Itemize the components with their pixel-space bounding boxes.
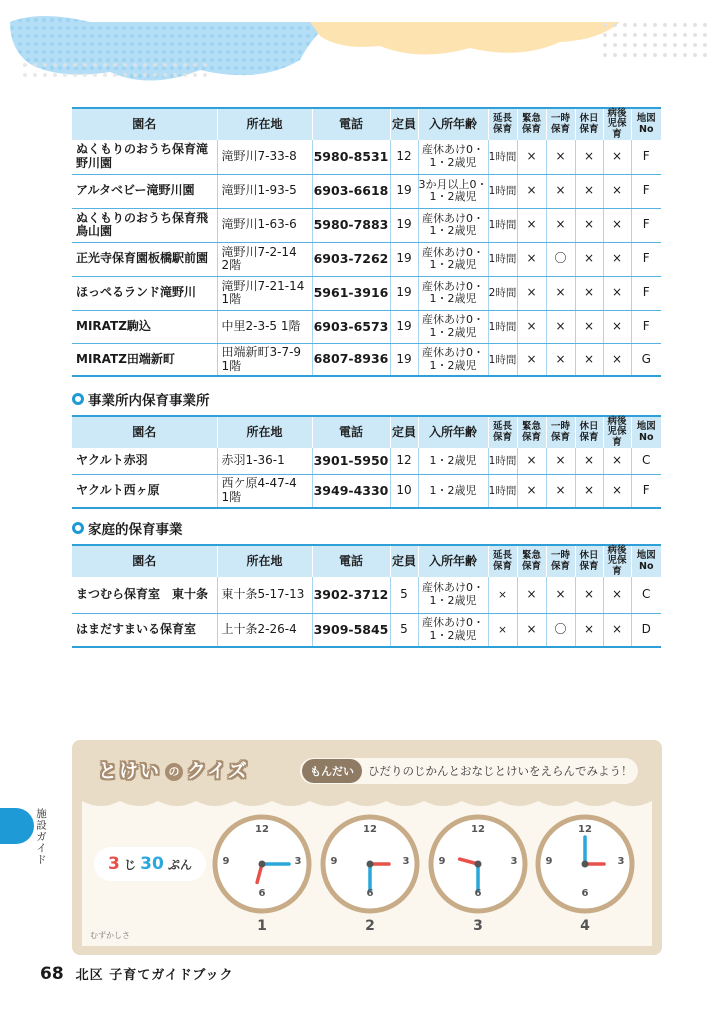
nursery-table-1 bbox=[72, 107, 661, 377]
table-header-row bbox=[72, 108, 661, 140]
cell-extended-care: 1時間 bbox=[488, 140, 517, 174]
table-row bbox=[72, 208, 661, 242]
cell-capacity: 12 bbox=[390, 448, 418, 474]
mondai-badge: もんだい bbox=[302, 759, 362, 783]
ring-bullet-icon bbox=[72, 522, 84, 534]
cell-capacity: 19 bbox=[390, 174, 418, 208]
table-row bbox=[72, 577, 661, 613]
cell-facility-name: ほっぺるランド滝野川 bbox=[72, 276, 217, 310]
target-hour: 3 bbox=[107, 854, 120, 874]
cell-map-no: F bbox=[631, 310, 661, 343]
clock-center-pin bbox=[582, 861, 589, 868]
header-name: 園名 bbox=[72, 545, 217, 577]
header-emergency: 緊急保育 bbox=[517, 545, 546, 577]
page-footer bbox=[40, 964, 234, 984]
clock-numeral-6: 6 bbox=[581, 888, 589, 899]
clock-option-2[interactable] bbox=[320, 814, 420, 944]
header-capacity: 定員 bbox=[390, 545, 418, 577]
cell-holiday-care: × bbox=[575, 174, 603, 208]
cell-extended-care: × bbox=[488, 577, 517, 613]
table-row bbox=[72, 343, 661, 376]
cell-extended-care: 1時間 bbox=[488, 448, 517, 474]
header-sick-care: 病後児保育 bbox=[603, 416, 631, 448]
header-holiday: 休日保育 bbox=[575, 108, 603, 140]
clock-numeral-3: 3 bbox=[402, 856, 410, 867]
cell-temporary-care: × bbox=[546, 343, 575, 376]
page-number: 68 bbox=[40, 964, 64, 984]
cell-map-no: F bbox=[631, 208, 661, 242]
cell-temporary-care: × bbox=[546, 174, 575, 208]
header-phone: 電話 bbox=[312, 545, 390, 577]
cell-age-range: 産休あけ0・1・2歳児 bbox=[418, 140, 488, 174]
target-ji: じ bbox=[123, 858, 136, 872]
clock-numeral-3: 3 bbox=[617, 856, 625, 867]
cell-facility-name: ぬくもりのおうち保育滝野川園 bbox=[72, 140, 217, 174]
cell-temporary-care: × bbox=[546, 448, 575, 474]
cell-capacity: 19 bbox=[390, 276, 418, 310]
cell-emergency-care: × bbox=[517, 242, 546, 276]
cell-extended-care: 1時間 bbox=[488, 174, 517, 208]
cell-capacity: 5 bbox=[390, 613, 418, 647]
section-title-home-based bbox=[72, 518, 183, 538]
clock-numeral-12: 12 bbox=[255, 824, 269, 835]
header-capacity: 定員 bbox=[390, 416, 418, 448]
section-title-workplace bbox=[72, 389, 210, 409]
header-phone: 電話 bbox=[312, 108, 390, 140]
cell-map-no: F bbox=[631, 174, 661, 208]
cell-emergency-care: × bbox=[517, 448, 546, 474]
cell-map-no: F bbox=[631, 140, 661, 174]
cell-emergency-care: × bbox=[517, 276, 546, 310]
cell-sick-child-care: × bbox=[603, 140, 631, 174]
cell-sick-child-care: × bbox=[603, 276, 631, 310]
table-row bbox=[72, 310, 661, 343]
side-tab bbox=[0, 808, 47, 898]
table-header-row bbox=[72, 416, 661, 448]
side-tab-label: 施設ガイド bbox=[35, 808, 47, 866]
header-emergency: 緊急保育 bbox=[517, 416, 546, 448]
cell-holiday-care: × bbox=[575, 343, 603, 376]
cell-address: 上十条2-26-4 bbox=[217, 613, 312, 647]
cell-emergency-care: × bbox=[517, 613, 546, 647]
cell-phone: 6903-6573 bbox=[312, 310, 390, 343]
cell-age-range: 産休あけ0・1・2歳児 bbox=[418, 208, 488, 242]
cell-holiday-care: × bbox=[575, 208, 603, 242]
cell-sick-child-care: × bbox=[603, 208, 631, 242]
table-row bbox=[72, 613, 661, 647]
target-time-badge bbox=[94, 847, 206, 881]
scalloped-edge bbox=[82, 797, 652, 809]
header-holiday: 休日保育 bbox=[575, 545, 603, 577]
header-address: 所在地 bbox=[217, 108, 312, 140]
cell-facility-name: MIRATZ田端新町 bbox=[72, 343, 217, 376]
clock-numeral-9: 9 bbox=[222, 856, 230, 867]
cell-capacity: 12 bbox=[390, 140, 418, 174]
cell-address: 中里2-3-5 1階 bbox=[217, 310, 312, 343]
table-row bbox=[72, 448, 661, 474]
clock-numeral-12: 12 bbox=[578, 824, 592, 835]
cell-facility-name: ぬくもりのおうち保育飛鳥山園 bbox=[72, 208, 217, 242]
cell-phone: 6807-8936 bbox=[312, 343, 390, 376]
cell-capacity: 19 bbox=[390, 208, 418, 242]
quiz-question-text: ひだりのじかんとおなじとけいをえらんでみよう！ bbox=[368, 764, 633, 778]
clock-option-1[interactable] bbox=[212, 814, 312, 944]
clock-option-4[interactable] bbox=[535, 814, 635, 944]
cell-address: 西ケ原4-47-4 1階 bbox=[217, 474, 312, 508]
cell-phone: 5961-3916 bbox=[312, 276, 390, 310]
side-tab-marker bbox=[0, 808, 34, 844]
header-holiday: 休日保育 bbox=[575, 416, 603, 448]
cell-temporary-care: 〇 bbox=[546, 242, 575, 276]
cell-capacity: 19 bbox=[390, 242, 418, 276]
header-age: 入所年齢 bbox=[418, 416, 488, 448]
cell-age-range: 産休あけ0・1・2歳児 bbox=[418, 577, 488, 613]
table-row bbox=[72, 140, 661, 174]
cell-facility-name: アルタベビー滝野川園 bbox=[72, 174, 217, 208]
quiz-title-part-a: とけい bbox=[98, 760, 162, 782]
cell-phone: 3949-4330 bbox=[312, 474, 390, 508]
cell-facility-name: 正光寺保育園板橋駅前園 bbox=[72, 242, 217, 276]
cell-emergency-care: × bbox=[517, 343, 546, 376]
header-map-no: 地図No bbox=[631, 108, 661, 140]
header-temporary: 一時保育 bbox=[546, 416, 575, 448]
cell-extended-care: 1時間 bbox=[488, 208, 517, 242]
clock-center-pin bbox=[475, 861, 482, 868]
clock-option-label: 1 bbox=[257, 918, 267, 934]
quiz-title-part-b: クイズ bbox=[187, 760, 249, 782]
cell-age-range: 産休あけ0・1・2歳児 bbox=[418, 343, 488, 376]
book-title: 北区 子育てガイドブック bbox=[75, 968, 234, 983]
cell-age-range: 1・2歳児 bbox=[418, 448, 488, 474]
cell-address: 滝野川1-63-6 bbox=[217, 208, 312, 242]
quiz-title-no: の bbox=[165, 763, 183, 781]
cell-sick-child-care: × bbox=[603, 613, 631, 647]
cell-temporary-care: × bbox=[546, 577, 575, 613]
header-name: 園名 bbox=[72, 416, 217, 448]
cell-age-range: 1・2歳児 bbox=[418, 474, 488, 508]
cell-holiday-care: × bbox=[575, 474, 603, 508]
clock-center-pin bbox=[259, 861, 266, 868]
clock-numeral-3: 3 bbox=[510, 856, 518, 867]
cell-temporary-care: × bbox=[546, 208, 575, 242]
nursery-table-2 bbox=[72, 415, 661, 509]
cell-address: 東十条5-17-13 bbox=[217, 577, 312, 613]
quiz-title bbox=[98, 756, 249, 783]
header-temporary: 一時保育 bbox=[546, 545, 575, 577]
cell-holiday-care: × bbox=[575, 577, 603, 613]
header-map-no: 地図No bbox=[631, 416, 661, 448]
clock-numeral-12: 12 bbox=[363, 824, 377, 835]
cell-capacity: 10 bbox=[390, 474, 418, 508]
cell-address: 滝野川7-33-8 bbox=[217, 140, 312, 174]
cell-phone: 3902-3712 bbox=[312, 577, 390, 613]
cell-phone: 5980-8531 bbox=[312, 140, 390, 174]
cell-emergency-care: × bbox=[517, 474, 546, 508]
table-row bbox=[72, 276, 661, 310]
clock-numeral-9: 9 bbox=[330, 856, 338, 867]
header-phone: 電話 bbox=[312, 416, 390, 448]
cell-temporary-care: × bbox=[546, 310, 575, 343]
header-age: 入所年齢 bbox=[418, 108, 488, 140]
clock-quiz-panel bbox=[72, 740, 662, 955]
cell-address: 滝野川7-2-14 2階 bbox=[217, 242, 312, 276]
cell-emergency-care: × bbox=[517, 310, 546, 343]
cell-sick-child-care: × bbox=[603, 577, 631, 613]
clock-center-pin bbox=[367, 861, 374, 868]
table-row bbox=[72, 474, 661, 508]
cell-capacity: 19 bbox=[390, 310, 418, 343]
header-temporary: 一時保育 bbox=[546, 108, 575, 140]
cell-facility-name: ヤクルト西ヶ原 bbox=[72, 474, 217, 508]
header-age: 入所年齢 bbox=[418, 545, 488, 577]
cell-address: 赤羽1-36-1 bbox=[217, 448, 312, 474]
cell-age-range: 産休あけ0・1・2歳児 bbox=[418, 310, 488, 343]
cell-phone: 6903-6618 bbox=[312, 174, 390, 208]
cell-extended-care: 2時間 bbox=[488, 276, 517, 310]
cell-extended-care: 1時間 bbox=[488, 310, 517, 343]
cell-facility-name: はまだすまいる保育室 bbox=[72, 613, 217, 647]
decorative-banner bbox=[0, 0, 724, 90]
clock-option-label: 3 bbox=[473, 918, 483, 934]
cell-holiday-care: × bbox=[575, 242, 603, 276]
difficulty-mark: むずかしさ bbox=[90, 931, 130, 940]
cell-sick-child-care: × bbox=[603, 174, 631, 208]
cell-emergency-care: × bbox=[517, 174, 546, 208]
cell-temporary-care: 〇 bbox=[546, 613, 575, 647]
header-name: 園名 bbox=[72, 108, 217, 140]
clock-numeral-3: 3 bbox=[294, 856, 302, 867]
cell-extended-care: 1時間 bbox=[488, 242, 517, 276]
target-fun: ぷん bbox=[168, 858, 193, 872]
cell-temporary-care: × bbox=[546, 140, 575, 174]
table-row bbox=[72, 174, 661, 208]
cell-facility-name: まつむら保育室 東十条 bbox=[72, 577, 217, 613]
cell-extended-care: 1時間 bbox=[488, 474, 517, 508]
cell-address: 田端新町3-7-9 1階 bbox=[217, 343, 312, 376]
section-title-text: 事業所内保育事業所 bbox=[88, 393, 210, 409]
header-sick-care: 病後児保育 bbox=[603, 108, 631, 140]
cell-sick-child-care: × bbox=[603, 343, 631, 376]
cell-facility-name: ヤクルト赤羽 bbox=[72, 448, 217, 474]
nursery-table-3 bbox=[72, 544, 661, 648]
cell-map-no: G bbox=[631, 343, 661, 376]
cell-phone: 3909-5845 bbox=[312, 613, 390, 647]
cell-sick-child-care: × bbox=[603, 474, 631, 508]
cell-age-range: 産休あけ0・1・2歳児 bbox=[418, 613, 488, 647]
clock-numeral-9: 9 bbox=[545, 856, 553, 867]
quiz-question-bar bbox=[300, 758, 638, 784]
cell-map-no: C bbox=[631, 448, 661, 474]
header-extended: 延長保育 bbox=[488, 416, 517, 448]
cell-extended-care: × bbox=[488, 613, 517, 647]
cell-sick-child-care: × bbox=[603, 242, 631, 276]
cell-map-no: F bbox=[631, 242, 661, 276]
cell-sick-child-care: × bbox=[603, 448, 631, 474]
cell-holiday-care: × bbox=[575, 613, 603, 647]
cell-age-range: 3か月以上0・1・2歳児 bbox=[418, 174, 488, 208]
cell-map-no: F bbox=[631, 276, 661, 310]
header-extended: 延長保育 bbox=[488, 545, 517, 577]
header-capacity: 定員 bbox=[390, 108, 418, 140]
cell-age-range: 産休あけ0・1・2歳児 bbox=[418, 276, 488, 310]
cell-address: 滝野川1-93-5 bbox=[217, 174, 312, 208]
clock-numeral-6: 6 bbox=[474, 888, 482, 899]
cell-capacity: 19 bbox=[390, 343, 418, 376]
header-address: 所在地 bbox=[217, 416, 312, 448]
clock-numeral-6: 6 bbox=[258, 888, 266, 899]
cell-emergency-care: × bbox=[517, 577, 546, 613]
cell-phone: 5980-7883 bbox=[312, 208, 390, 242]
header-emergency: 緊急保育 bbox=[517, 108, 546, 140]
cell-sick-child-care: × bbox=[603, 310, 631, 343]
table-row bbox=[72, 242, 661, 276]
cell-capacity: 5 bbox=[390, 577, 418, 613]
cell-holiday-care: × bbox=[575, 448, 603, 474]
cell-emergency-care: × bbox=[517, 208, 546, 242]
cell-age-range: 産休あけ0・1・2歳児 bbox=[418, 242, 488, 276]
clock-numeral-9: 9 bbox=[438, 856, 446, 867]
cell-temporary-care: × bbox=[546, 276, 575, 310]
clock-option-label: 2 bbox=[365, 918, 375, 934]
clock-option-label: 4 bbox=[580, 918, 590, 934]
target-minute: 30 bbox=[140, 854, 164, 874]
cell-map-no: C bbox=[631, 577, 661, 613]
clock-numeral-6: 6 bbox=[366, 888, 374, 899]
header-extended: 延長保育 bbox=[488, 108, 517, 140]
cell-holiday-care: × bbox=[575, 276, 603, 310]
table-header-row bbox=[72, 545, 661, 577]
cell-extended-care: 1時間 bbox=[488, 343, 517, 376]
cell-temporary-care: × bbox=[546, 474, 575, 508]
cell-holiday-care: × bbox=[575, 310, 603, 343]
header-address: 所在地 bbox=[217, 545, 312, 577]
cell-emergency-care: × bbox=[517, 140, 546, 174]
header-map-no: 地図No bbox=[631, 545, 661, 577]
section-title-text: 家庭的保育事業 bbox=[88, 522, 183, 538]
header-sick-care: 病後児保育 bbox=[603, 545, 631, 577]
cell-phone: 3901-5950 bbox=[312, 448, 390, 474]
cell-phone: 6903-7262 bbox=[312, 242, 390, 276]
clock-numeral-12: 12 bbox=[471, 824, 485, 835]
cell-map-no: D bbox=[631, 613, 661, 647]
clock-option-3[interactable] bbox=[428, 814, 528, 944]
cell-map-no: F bbox=[631, 474, 661, 508]
cell-holiday-care: × bbox=[575, 140, 603, 174]
ring-bullet-icon bbox=[72, 393, 84, 405]
cell-facility-name: MIRATZ駒込 bbox=[72, 310, 217, 343]
cell-address: 滝野川7-21-14 1階 bbox=[217, 276, 312, 310]
